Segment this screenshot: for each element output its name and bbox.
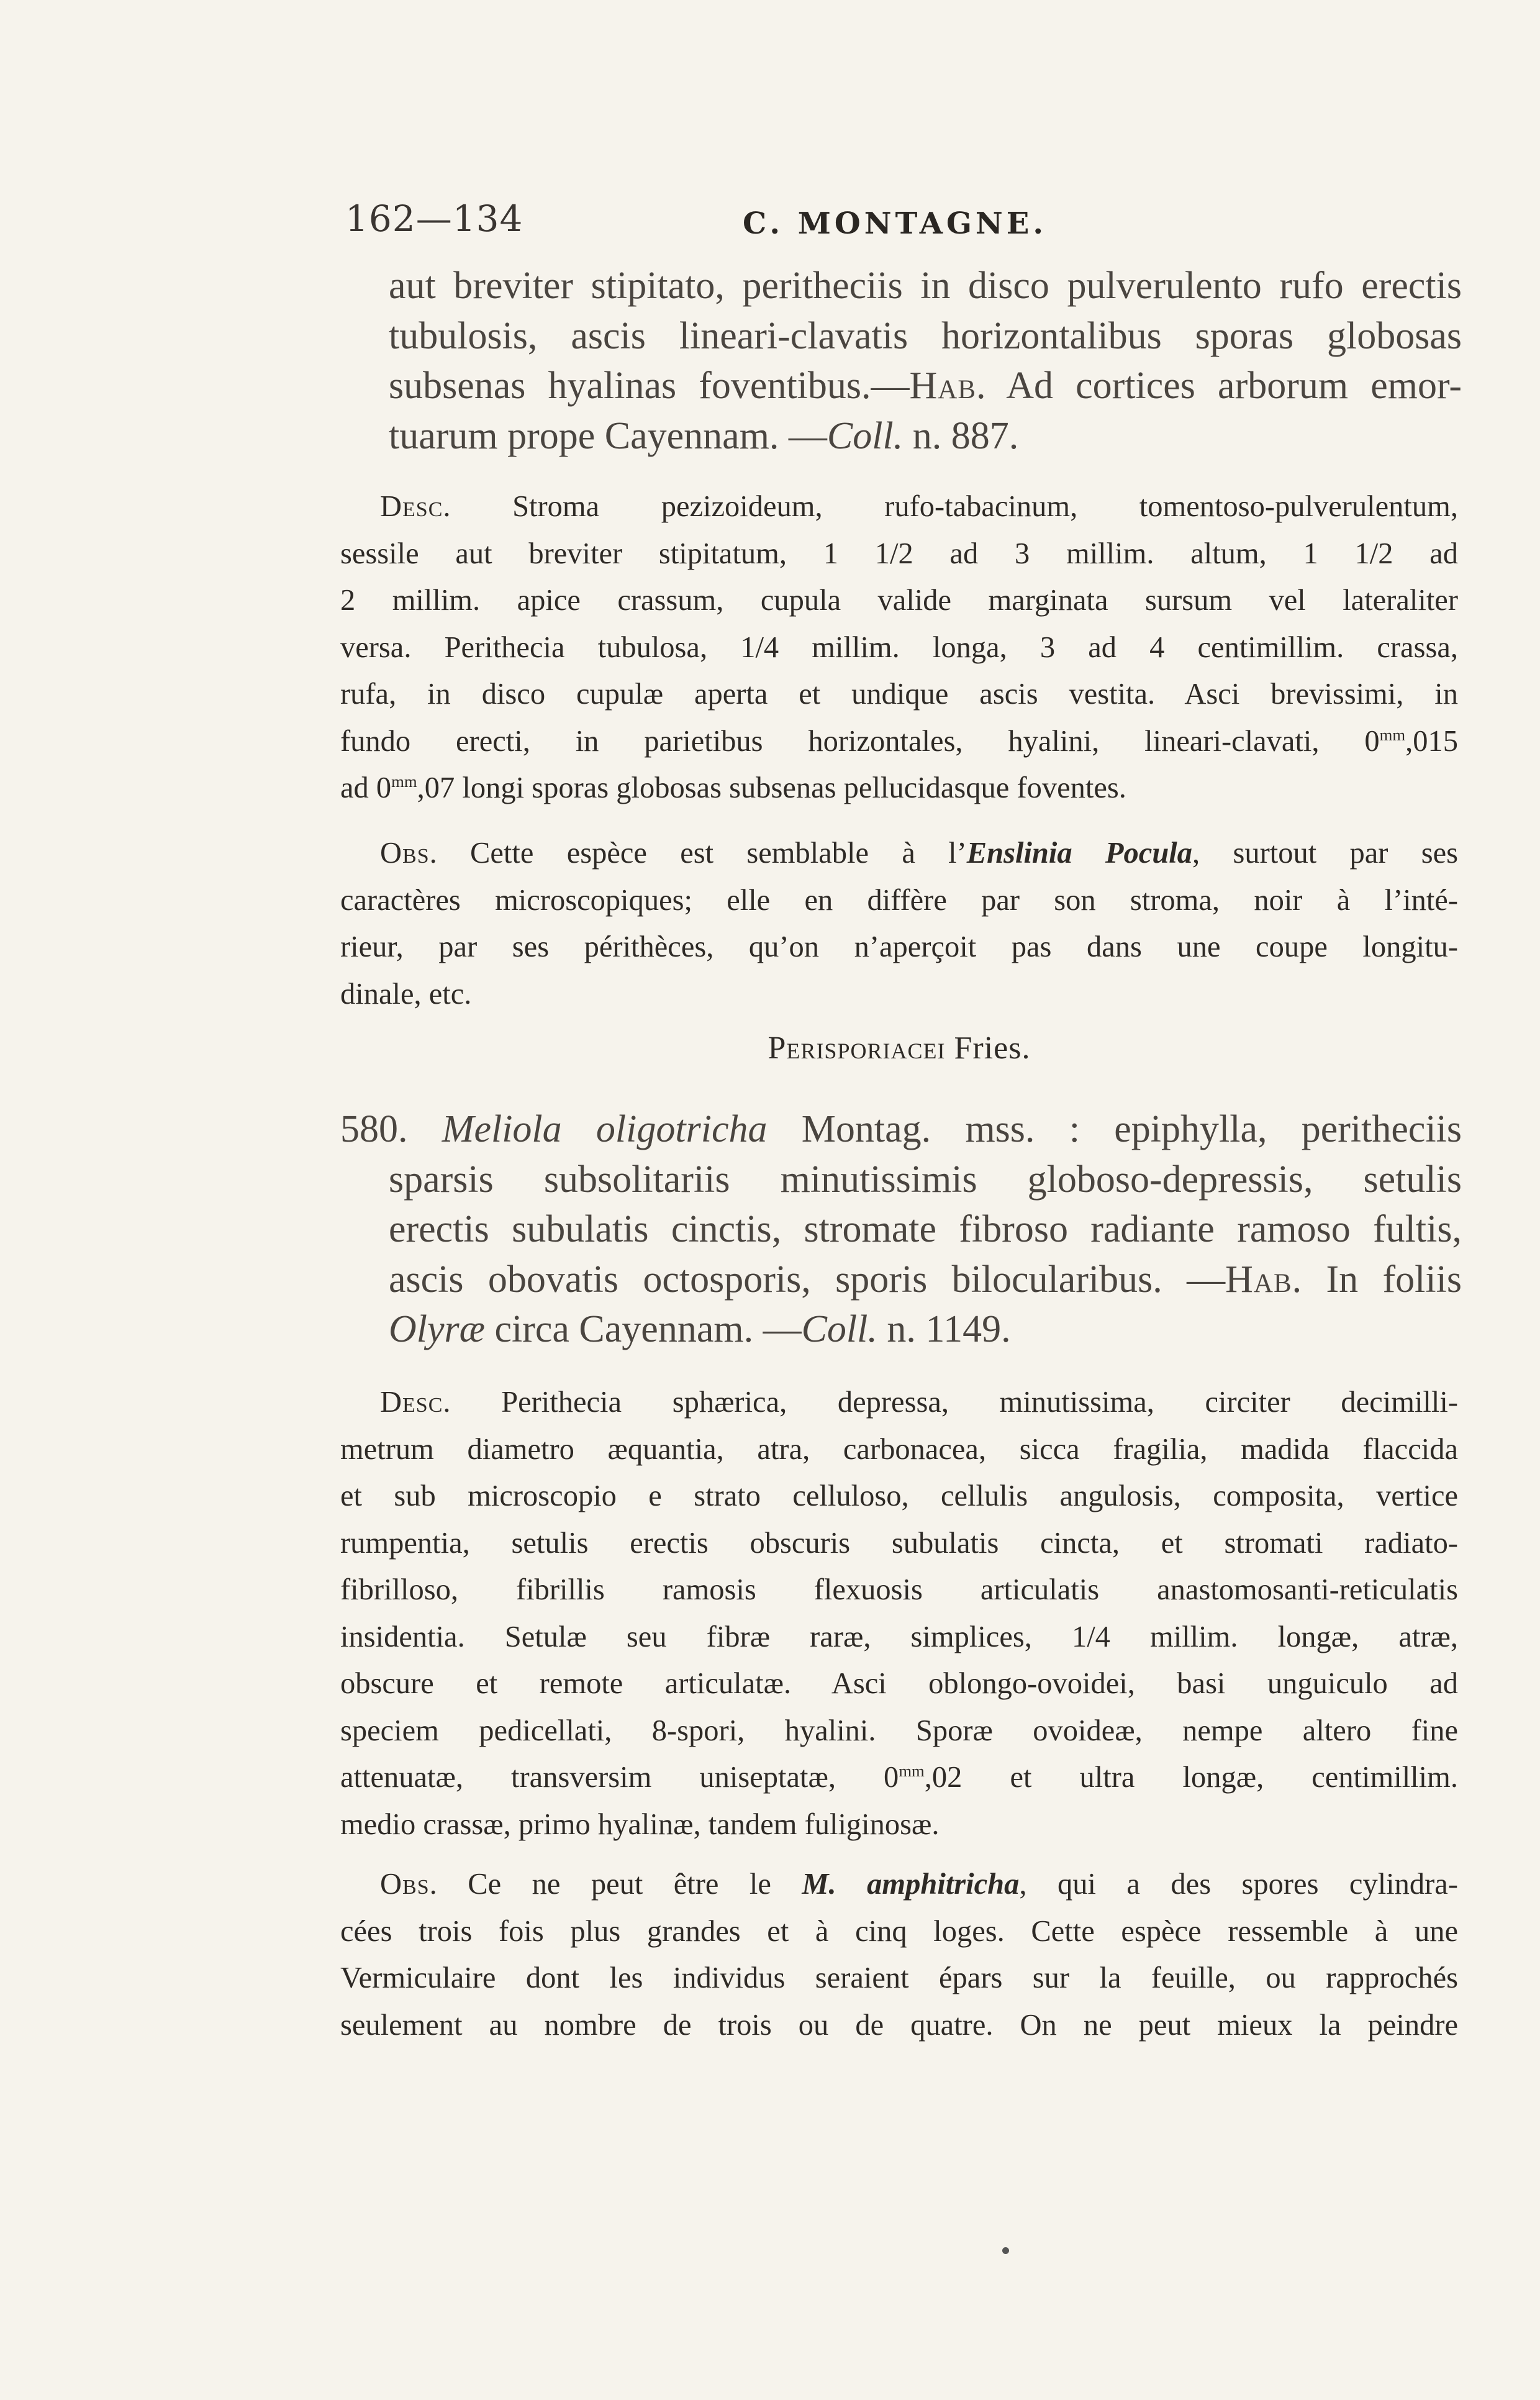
text-line: obscure et remote articulatæ. Asci oblongo-ovoidei, basi unguiculo ad <box>340 1667 1458 1700</box>
text-line: Obs. Cette espèce est semblable à l’Enslinia Pocula, surtout par ses <box>380 837 1458 870</box>
text-line: medio crassæ, primo hyalinæ, tandem fuliginosæ. <box>340 1807 940 1841</box>
species-name: Enslinia Pocula <box>966 837 1193 870</box>
text-line: metrum diametro æquantia, atra, carbonacea, sicca fragilia, madida flaccida <box>340 1432 1458 1466</box>
text-line: rumpentia, setulis erectis obscuris subulatis cincta, et stromati radiato- <box>340 1526 1458 1560</box>
text-line: caractères microscopiques; elle en diffère par son stroma, noir à l’inté- <box>340 883 1458 917</box>
text-line: tubulosis, ascis lineari-clavatis horizontalibus sporas globosas <box>389 314 1462 357</box>
family-name: Perisporiacei <box>768 1030 946 1066</box>
text-line: Olyræ circa Cayennam. —Coll. n. 1149. <box>389 1308 1011 1350</box>
text-line: dinale, etc. <box>340 977 472 1011</box>
page-number: 162—134 <box>345 198 523 240</box>
running-head: C. MONTAGNE. <box>743 206 1048 241</box>
text-line: insidentia. Setulæ seu fibræ raræ, simplices, 1/4 millim. longæ, atræ, <box>340 1620 1458 1653</box>
text-line: Desc. Stroma pezizoideum, rufo-tabacinum, tomentoso-pulverulentum, <box>380 490 1458 523</box>
desc-label: Desc <box>380 1386 443 1419</box>
text-line: sessile aut breviter stipitatum, 1 1/2 ad 3 millim. altum, 1 1/2 ad <box>340 537 1458 570</box>
entry-continuation <box>389 261 1462 461</box>
text-line: Vermiculaire dont les individus seraient épars sur la feuille, ou rapprochés <box>340 1961 1458 1994</box>
species-entry-580 <box>340 1104 1462 1355</box>
obs-label: Obs <box>380 1868 430 1901</box>
obs-label: Obs <box>380 837 430 870</box>
text-line: cées trois fois plus grandes et à cinq loges. Cette espèce ressemble à une <box>340 1914 1458 1948</box>
coll-label: Coll. <box>801 1308 877 1350</box>
text-line: et sub microscopio e strato celluloso, cellulis angulosis, composita, vertice <box>340 1480 1458 1512</box>
description-paragraph <box>340 483 1458 812</box>
ink-speck <box>1002 2247 1009 2254</box>
text-line: sparsis subsolitariis minutissimis globoso-depressis, setulis <box>389 1158 1462 1201</box>
hab-label: Hab <box>1225 1258 1292 1301</box>
desc-label: Desc <box>380 490 443 523</box>
family-author: Fries. <box>945 1030 1031 1066</box>
text-line: 580. Meliola oligotricha Montag. mss. : epiphylla, peritheciis <box>340 1108 1462 1150</box>
species-name: Meliola oligotricha <box>442 1108 768 1150</box>
text-line: Desc. Perithecia sphærica, depressa, minutissima, circiter decimilli- <box>380 1386 1458 1419</box>
text-line: speciem pedicellati, 8-spori, hyalini. Sporæ ovoideæ, nempe altero fine <box>340 1714 1458 1747</box>
text-line: 2 millim. apice crassum, cupula valide marginata sursum vel lateraliter <box>340 584 1458 617</box>
text-line: versa. Perithecia tubulosa, 1/4 millim. longa, 3 ad 4 centimillim. crassa, <box>340 630 1458 664</box>
text-line: ad $0^{mm},07$ longi sporas globosas subsenas pellucidasque foventes. <box>340 771 1126 804</box>
section-title <box>340 1030 1458 1066</box>
observation-paragraph <box>340 1861 1458 2048</box>
text-line: aut breviter stipitato, peritheciis in disco pulverulento rufo erectis <box>389 265 1462 307</box>
text-line: ascis obovatis octosporis, sporis bilocularibus. —Hab. In foliis <box>389 1258 1462 1301</box>
description-paragraph <box>340 1379 1458 1848</box>
entry-number: 580. <box>340 1108 442 1150</box>
text-line: fundo erecti, in parietibus horizontales, hyalini, lineari-clavati, $0^{mm},015$ <box>340 724 1458 758</box>
text-line: Obs. Ce ne peut être le M. amphitricha, qui a des spores cylindra- <box>380 1868 1458 1901</box>
coll-label: Coll. <box>827 414 904 457</box>
text-line: rieur, par ses périthèces, qu’on n’aperçoit pas dans une coupe longitu- <box>340 930 1458 963</box>
text-line: fibrilloso, fibrillis ramosis flexuosis articulatis anastomosanti-reticulatis <box>340 1573 1458 1606</box>
host-name: Olyræ <box>389 1308 485 1350</box>
observation-paragraph <box>340 830 1458 1017</box>
hab-label: Hab <box>909 365 977 407</box>
page-header <box>345 193 1053 252</box>
text-line: attenuatæ, transversim uniseptatæ, $0^{mm},02$ et ultra longæ, centimillim. <box>340 1761 1458 1794</box>
text-line: erectis subulatis cinctis, stromate fibroso radiante ramoso fultis, <box>389 1208 1462 1250</box>
text-line: subsenas hyalinas foventibus.—Hab. Ad cortices arborum emor- <box>389 365 1462 407</box>
text-line: tuarum prope Cayennam. —Coll. n. 887. <box>389 414 1019 457</box>
species-name: M. amphitricha <box>802 1868 1020 1901</box>
text-line: rufa, in disco cupulæ aperta et undique ascis vestita. Asci brevissimi, in <box>340 678 1458 711</box>
text-line: seulement au nombre de trois ou de quatre. On ne peut mieux la peindre <box>340 2008 1458 2042</box>
